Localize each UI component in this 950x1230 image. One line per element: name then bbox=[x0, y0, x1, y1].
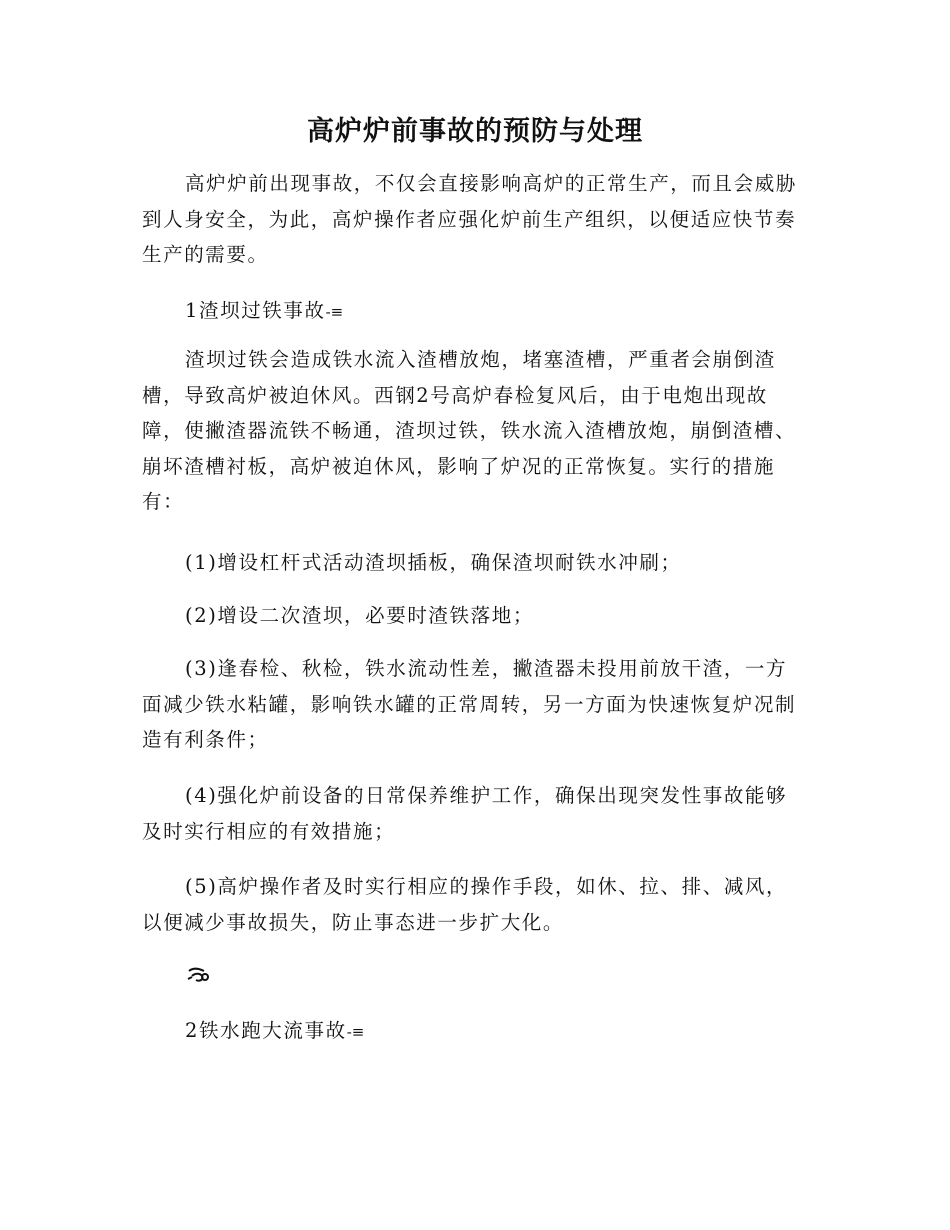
intro-paragraph: 高炉炉前出现事故，不仅会直接影响高炉的正常生产，而且会威胁到人身安全，为此，高炉操作者应强化炉前生产组织，以便适应快节奏生产的需要。 bbox=[142, 172, 797, 266]
section-1-body: 渣坝过铁会造成铁水流入渣槽放炮，堵塞渣槽，严重者会崩倒渣槽，导致高炉被迫休风。西钢2号高炉春检复风后，由于电炮出现故障，使撇渣器流铁不畅通，渣坝过铁，铁水流入渣槽放炮，崩倒渣槽、崩坏渣槽衬板，高炉被迫休风，影响了炉况的正常恢复。实行的措施有： bbox=[142, 348, 797, 513]
section-1-heading bbox=[142, 293, 808, 331]
document-title: 高炉炉前事故的预防与处理 bbox=[307, 116, 643, 147]
section-1-heading-mark: -≡ bbox=[325, 303, 344, 321]
section-2-heading-mark: -≡ bbox=[346, 1023, 365, 1041]
section-2-heading-text: 2铁水跑大流事故 bbox=[185, 1019, 347, 1042]
section-1-heading-text: 1渣坝过铁事故 bbox=[185, 299, 326, 322]
section-2-heading bbox=[142, 1013, 808, 1051]
measure-item-2: (2)增设二次渣坝，必要时渣铁落地； bbox=[185, 604, 534, 627]
decorative-glyph-icon bbox=[186, 965, 210, 985]
measure-item-5: (5)高炉操作者及时实行相应的操作手段，如休、拉、排、减风，以便减少事故损失，防止事态进一步扩大化。 bbox=[142, 875, 788, 934]
measure-item-3: (3)逢春检、秋检，铁水流动性差，撇渣器未投用前放干渣，一方面减少铁水粘罐，影响铁水罐的正常周转，另一方面为快速恢复炉况制造有利条件； bbox=[142, 657, 797, 751]
measure-item-1: (1)增设杠杆式活动渣坝插板，确保渣坝耐铁水冲刷； bbox=[185, 551, 682, 574]
measure-item-4: (4)强化炉前设备的日常保养维护工作，确保出现突发性事故能够及时实行相应的有效措施； bbox=[142, 784, 788, 843]
